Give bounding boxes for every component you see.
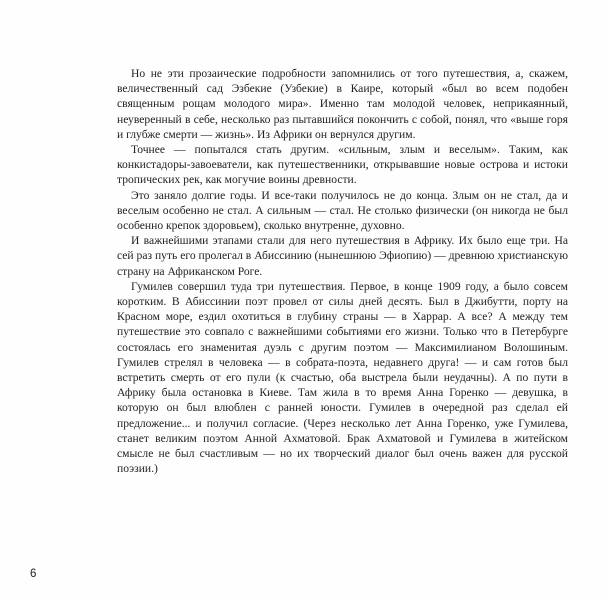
body-text — [117, 66, 568, 476]
page-number: 6 — [30, 568, 37, 580]
paragraph: Это заняло долгие годы. И все-таки получилось не до конца. Злым он не стал, да и веселым особенно не стал. А сильным — стал. Не столько физически (он никогда не был особенно крепок здоровьем), сколько внутренне, духовно. — [117, 188, 568, 233]
paragraph: Гумилев совершил туда три путешествия. Первое, в конце 1909 году, а было совсем коротким. В Абиссинии поэт провел от силы дней десять. Был в Джибутти, порту на Красном море, ездил охотиться в глубину страны — в Харрар. А все? А между тем путешествие это совпало с важнейшими событиями его жизни. Только что в Петербурге состоялась его знаменитая дуэль с другим поэтом — Максимилианом Волошиным. Гумилев стрелял в человека — в собрата-поэта, недавнего друга! — и сам готов был встретить смерть от его пули (к счастью, оба выстрела были неудачны). А по пути в Африку была остановка в Киеве. Там жила в то время Анна Горенко — девушка, в которую он был влюблен с ранней юности. Гумилев в очередной раз сделал ей предложение... и получил согласие. (Через несколько лет Анна Горенко, уже Гумилева, станет великим поэтом Анной Ахматовой. Брак Ахматовой и Гумилева в житейском смысле не был счастливым — но их творческий диалог был очень важен для русской поэзии.) — [117, 279, 568, 476]
paragraph: И важнейшими этапами стали для него путешествия в Африку. Их было еще три. На сей раз путь его пролегал в Абиссинию (нынешнюю Эфиопию) — древнюю христианскую страну на Африканском Роге. — [117, 234, 568, 278]
paragraph: Но не эти прозаические подробности запомнились от того путешествия, а, скажем, величественный сад Эзбекие (Узбекие) в Каире, который «был во всем подобен священным рощам молодого мира». Именно там молодой человек, неприкаянный, неуверенный в себе, несколько раз пытавшийся покончить с собой, понял, что «выше горя и глубже смерти — жизнь». Из Африки он вернулся другим. — [117, 67, 568, 141]
paragraph: Точнее — попытался стать другим. «сильным, злым и веселым». Таким, как конкистадоры-завоеватели, как путешественники, открывавшие новые острова и истоки тропических рек, как могучие воины древности. — [117, 143, 568, 187]
